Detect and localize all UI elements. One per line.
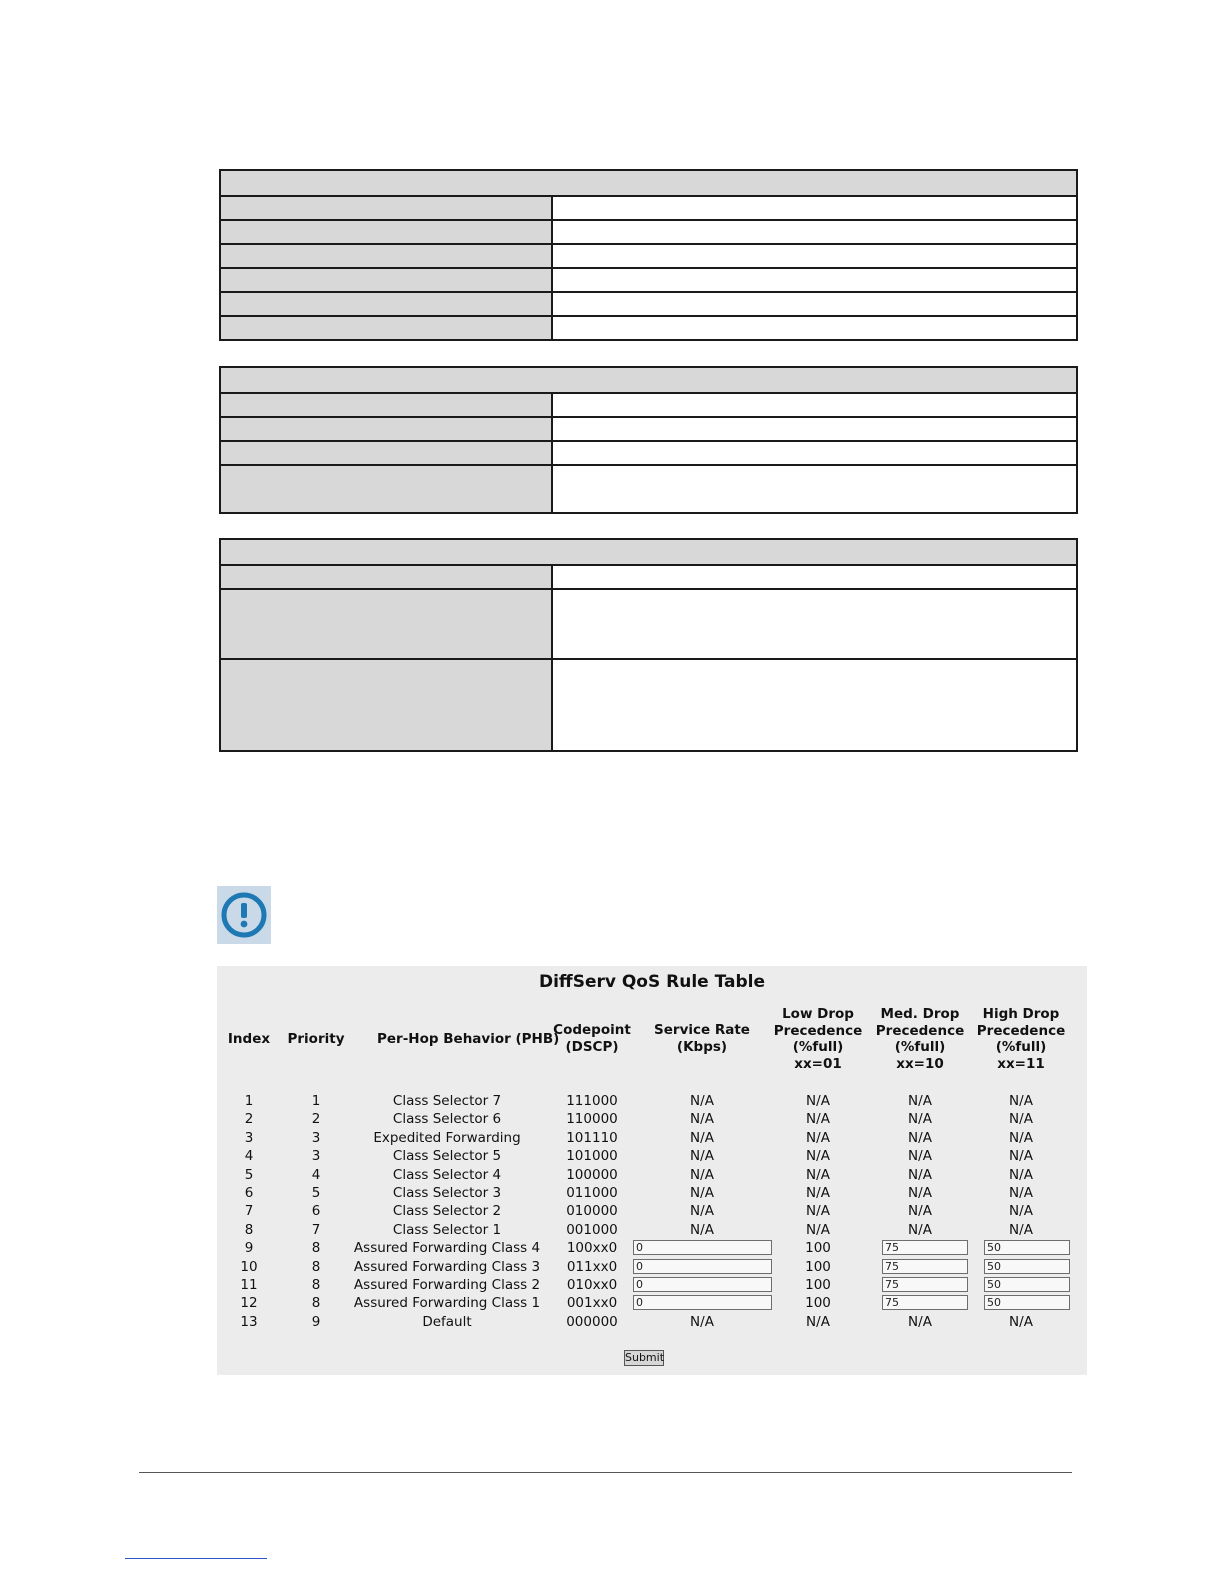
- note-icon-box: [217, 886, 271, 944]
- high-input[interactable]: [984, 1277, 1070, 1292]
- cell-low: 100: [805, 1295, 831, 1312]
- cell-phb: Class Selector 2: [392, 1203, 502, 1220]
- cell-high: N/A: [1009, 1221, 1033, 1238]
- cell-low: N/A: [806, 1313, 830, 1330]
- cell-low: 100: [805, 1258, 831, 1275]
- cell-low: 100: [805, 1240, 831, 1257]
- cell-low: N/A: [806, 1166, 830, 1183]
- cell-phb: Expedited Forwarding: [373, 1129, 521, 1146]
- exclamation-circle-icon: [217, 886, 271, 944]
- cell-codepoint: 011xx0: [566, 1258, 618, 1275]
- cell-rate: N/A: [690, 1221, 714, 1238]
- cell-priority: 8: [311, 1277, 321, 1293]
- footer-divider: [139, 1472, 1072, 1473]
- cell-priority: 6: [311, 1203, 321, 1220]
- column-header-line: (%full): [995, 1039, 1047, 1056]
- column-header-line: (%full): [894, 1039, 946, 1056]
- column-header-line: Index: [227, 1031, 271, 1047]
- column-header-phb: [377, 1031, 560, 1048]
- cell-priority: 2: [311, 1111, 321, 1128]
- table-header: [221, 171, 1076, 197]
- table-title: DiffServ QoS Rule Table: [538, 972, 766, 992]
- cell-priority: 3: [311, 1129, 321, 1146]
- column-header-line: Low Drop: [782, 1006, 854, 1022]
- high-input[interactable]: [984, 1295, 1070, 1310]
- cell-index: 1: [244, 1093, 254, 1109]
- cell-phb: Assured Forwarding Class 3: [353, 1258, 541, 1275]
- cell-priority: 4: [311, 1166, 321, 1183]
- cell-rate: N/A: [690, 1093, 714, 1109]
- table-row: [221, 566, 1076, 590]
- column-header-line: High Drop: [982, 1006, 1060, 1022]
- parameter-table-1: [219, 169, 1078, 341]
- table-row: [221, 293, 1076, 317]
- cell-index: 7: [244, 1203, 254, 1220]
- cell-med: N/A: [908, 1129, 932, 1146]
- column-header-priority: [246, 1031, 386, 1048]
- cell-priority: 5: [311, 1185, 321, 1201]
- column-header-line: Precedence: [976, 1022, 1066, 1039]
- column-header-line: (%full): [792, 1039, 844, 1056]
- cell-phb: Assured Forwarding Class 2: [353, 1277, 541, 1293]
- cell-low: N/A: [806, 1221, 830, 1238]
- table-row: [221, 660, 1076, 752]
- cell-codepoint: 110000: [566, 1111, 618, 1128]
- cell-rate: N/A: [690, 1166, 714, 1183]
- cell-priority: 8: [311, 1258, 321, 1275]
- column-header-line: (DSCP): [565, 1038, 619, 1055]
- table-header: [221, 368, 1076, 394]
- cell-phb: Class Selector 4: [392, 1166, 502, 1183]
- high-input[interactable]: [984, 1240, 1070, 1255]
- cell-index: 12: [240, 1295, 258, 1312]
- column-header-line: Per-Hop Behavior (PHB): [377, 1031, 560, 1047]
- cell-priority: 7: [311, 1221, 321, 1238]
- cell-codepoint: 001000: [566, 1221, 618, 1238]
- column-header-line: xx=01: [794, 1055, 842, 1072]
- column-header-line: xx=11: [997, 1055, 1045, 1072]
- cell-phb: Assured Forwarding Class 1: [353, 1295, 541, 1312]
- high-input[interactable]: [984, 1259, 1070, 1274]
- cell-med: N/A: [908, 1313, 932, 1330]
- cell-codepoint: 001xx0: [566, 1295, 618, 1312]
- cell-codepoint: 000000: [566, 1313, 618, 1330]
- column-header-line: Service Rate: [654, 1022, 750, 1038]
- table-row: [221, 442, 1076, 466]
- cell-priority: 8: [311, 1240, 321, 1257]
- cell-codepoint: 101000: [566, 1148, 618, 1165]
- cell-med: N/A: [908, 1148, 932, 1165]
- column-header-line: (Kbps): [676, 1038, 728, 1055]
- med-input[interactable]: [882, 1240, 968, 1255]
- cell-phb: Class Selector 3: [392, 1185, 502, 1201]
- cell-low: N/A: [806, 1129, 830, 1146]
- cell-low: N/A: [806, 1111, 830, 1128]
- cell-rate: N/A: [690, 1313, 714, 1330]
- cell-index: 13: [240, 1313, 258, 1330]
- cell-index: 11: [240, 1277, 258, 1293]
- table-row: [221, 317, 1076, 341]
- cell-med: N/A: [908, 1221, 932, 1238]
- cell-med: N/A: [908, 1093, 932, 1109]
- table-row: [221, 197, 1076, 221]
- cell-priority: 1: [311, 1093, 321, 1109]
- cell-index: 5: [244, 1166, 254, 1183]
- cell-index: 9: [244, 1240, 254, 1257]
- cell-med: N/A: [908, 1166, 932, 1183]
- cell-priority: 9: [311, 1313, 321, 1330]
- cell-index: 4: [244, 1148, 254, 1165]
- column-header-high: [951, 1006, 1091, 1072]
- cell-index: 3: [244, 1129, 254, 1146]
- cell-med: N/A: [908, 1203, 932, 1220]
- cell-low: 100: [805, 1277, 831, 1293]
- column-header-line: Codepoint: [553, 1022, 631, 1038]
- table-header: [221, 540, 1076, 566]
- cell-phb: Default: [422, 1313, 472, 1330]
- cell-high: N/A: [1009, 1166, 1033, 1183]
- table-row: [221, 245, 1076, 269]
- cell-high: N/A: [1009, 1111, 1033, 1128]
- med-input[interactable]: [882, 1259, 968, 1274]
- cell-priority: 8: [311, 1295, 321, 1312]
- table-row: [221, 221, 1076, 245]
- cell-phb: Assured Forwarding Class 4: [353, 1240, 541, 1257]
- column-header-line: Med. Drop: [880, 1006, 960, 1022]
- cell-rate: N/A: [690, 1129, 714, 1146]
- table-row: [221, 466, 1076, 514]
- cell-phb: Class Selector 1: [392, 1221, 502, 1238]
- cell-priority: 3: [311, 1148, 321, 1165]
- cell-codepoint: 010000: [566, 1203, 618, 1220]
- cell-low: N/A: [806, 1203, 830, 1220]
- cell-med: N/A: [908, 1185, 932, 1201]
- footer-link-underline: [125, 1558, 267, 1559]
- parameter-table-2: [219, 366, 1078, 514]
- cell-med: N/A: [908, 1111, 932, 1128]
- table-row: [221, 394, 1076, 418]
- cell-index: 6: [244, 1185, 254, 1201]
- med-input[interactable]: [882, 1295, 968, 1310]
- parameter-table-3: [219, 538, 1078, 752]
- table-row: [221, 418, 1076, 442]
- cell-high: N/A: [1009, 1148, 1033, 1165]
- cell-low: N/A: [806, 1093, 830, 1109]
- cell-index: 2: [244, 1111, 254, 1128]
- cell-codepoint: 100xx0: [566, 1240, 618, 1257]
- cell-codepoint: 011000: [566, 1185, 618, 1201]
- cell-codepoint: 100000: [566, 1166, 618, 1183]
- med-input[interactable]: [882, 1277, 968, 1292]
- cell-phb: Class Selector 7: [392, 1093, 502, 1109]
- cell-rate: N/A: [690, 1148, 714, 1165]
- cell-high: N/A: [1009, 1185, 1033, 1201]
- cell-rate: N/A: [690, 1185, 714, 1201]
- cell-rate: N/A: [690, 1203, 714, 1220]
- column-header-line: Precedence: [875, 1022, 965, 1039]
- column-header-line: Precedence: [773, 1022, 863, 1039]
- cell-low: N/A: [806, 1185, 830, 1201]
- cell-high: N/A: [1009, 1129, 1033, 1146]
- column-header-line: xx=10: [896, 1055, 944, 1072]
- table-row: [221, 590, 1076, 660]
- cell-rate: N/A: [690, 1111, 714, 1128]
- cell-codepoint: 111000: [566, 1093, 618, 1109]
- cell-phb: Class Selector 6: [392, 1111, 502, 1128]
- diffserv-qos-rule-table: [217, 966, 1087, 1375]
- submit-button[interactable]: Submit: [625, 1351, 665, 1364]
- column-header-line: Priority: [287, 1031, 345, 1047]
- cell-phb: Class Selector 5: [392, 1148, 502, 1165]
- table-row: [221, 269, 1076, 293]
- cell-high: N/A: [1009, 1313, 1033, 1330]
- cell-index: 8: [244, 1221, 254, 1238]
- cell-index: 10: [240, 1258, 258, 1275]
- cell-codepoint: 010xx0: [566, 1277, 618, 1293]
- cell-low: N/A: [806, 1148, 830, 1165]
- cell-high: N/A: [1009, 1093, 1033, 1109]
- cell-codepoint: 101110: [566, 1129, 618, 1146]
- cell-high: N/A: [1009, 1203, 1033, 1220]
